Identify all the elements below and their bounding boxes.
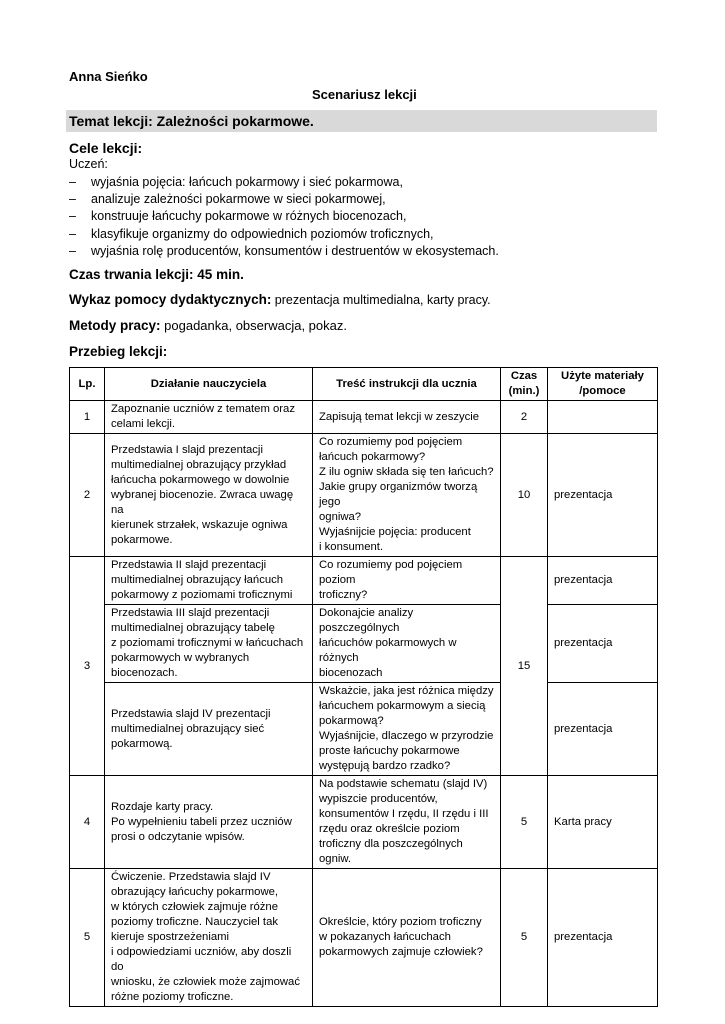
row-number: 1 bbox=[70, 401, 105, 434]
materials: prezentacja bbox=[548, 683, 658, 776]
time-minutes: 5 bbox=[501, 869, 548, 1007]
lesson-plan-table bbox=[69, 367, 658, 1007]
table-header-row bbox=[70, 368, 658, 401]
teacher-action: Zapoznanie uczniów z tematem oraz celami lekcji. bbox=[105, 401, 313, 434]
goals-intro: Uczeń: bbox=[69, 157, 108, 171]
teacher-action: Przedstawia II slajd prezentacji multimedialnej obrazujący łańcuch pokarmowy z poziomami troficznymi bbox=[105, 557, 313, 605]
lesson-duration: Czas trwania lekcji: 45 min. bbox=[69, 267, 244, 282]
goal-item: – analizuje zależności pokarmowe w sieci pokarmowej, bbox=[69, 192, 386, 207]
time-minutes: 2 bbox=[501, 401, 548, 434]
student-instruction: Co rozumiemy pod pojęciem poziom troficzny? bbox=[313, 557, 501, 605]
row-number: 3 bbox=[70, 557, 105, 776]
table-row bbox=[70, 683, 658, 776]
goal-item: – konstruuje łańcuchy pokarmowe w różnych biocenozach, bbox=[69, 209, 407, 224]
materials: prezentacja bbox=[548, 557, 658, 605]
student-instruction: Na podstawie schematu (slajd IV) wypiszcie producentów, konsumentów I rzędu, II rzędu i III rzędu oraz określcie poziom troficzny dla poszczególnych ogniw. bbox=[313, 776, 501, 869]
time-minutes: 10 bbox=[501, 434, 548, 557]
goals-heading: Cele lekcji: bbox=[69, 140, 143, 156]
header-time: Czas (min.) bbox=[501, 368, 548, 401]
materials bbox=[548, 401, 658, 434]
dash-bullet: – bbox=[69, 243, 76, 258]
materials: Karta pracy bbox=[548, 776, 658, 869]
teaching-aids: Wykaz pomocy dydaktycznych: prezentacja multimedialna, karty pracy. bbox=[69, 292, 491, 307]
row-number: 2 bbox=[70, 434, 105, 557]
teacher-action: Przedstawia slajd IV prezentacji multimedialnej obrazujący sieć pokarmową. bbox=[105, 683, 313, 776]
time-minutes: 15 bbox=[501, 557, 548, 776]
student-instruction: Zapisują temat lekcji w zeszycie bbox=[313, 401, 501, 434]
student-instruction: Wskażcie, jaka jest różnica między łańcuchem pokarmowym a siecią pokarmową? Wyjaśnijcie, dlaczego w przyrodzie proste łańcuchy pokarmowe występują bardzo rzadko? bbox=[313, 683, 501, 776]
lesson-topic: Temat lekcji: Zależności pokarmowe. bbox=[69, 113, 314, 129]
dash-bullet: – bbox=[69, 192, 76, 207]
goal-item: – wyjaśnia pojęcia: łańcuch pokarmowy i sieć pokarmowa, bbox=[69, 175, 403, 189]
table-row bbox=[70, 776, 658, 869]
table-row bbox=[70, 557, 658, 605]
teacher-action: Przedstawia I slajd prezentacji multimedialnej obrazujący przykład łańcucha pokarmowego w dowolnie wybranej biocenozie. Zwraca uwagę na kierunek strzałek, wskazuje ogniwa pokarmowe. bbox=[105, 434, 313, 557]
table-row bbox=[70, 401, 658, 434]
dash-bullet: – bbox=[69, 209, 76, 224]
goal-item: – klasyfikuje organizmy do odpowiednich poziomów troficznych, bbox=[69, 226, 434, 241]
teacher-action: Przedstawia III slajd prezentacji multimedialnej obrazujący tabelę z poziomami troficznymi w łańcuchach pokarmowych w wybranych biocenozach. bbox=[105, 605, 313, 683]
student-instruction: Co rozumiemy pod pojęciem łańcuch pokarmowy? Z ilu ogniw składa się ten łańcuch? Jakie grupy organizmów tworzą jego ogniwa? Wyjaśnijcie pojęcia: producent i konsument. bbox=[313, 434, 501, 557]
table-row bbox=[70, 605, 658, 683]
dash-bullet: – bbox=[69, 175, 76, 189]
teacher-action: Ćwiczenie. Przedstawia slajd IV obrazujący łańcuchy pokarmowe, w których człowiek zajmuje różne poziomy troficzne. Nauczyciel tak kieruje spostrzeżeniami i odpowiedziami uczniów, aby doszli do wniosku, że człowiek może zajmować różne poziomy troficzne. bbox=[105, 869, 313, 1007]
table-row bbox=[70, 869, 658, 1007]
materials: prezentacja bbox=[548, 434, 658, 557]
goal-item: – wyjaśnia rolę producentów, konsumentów i destruentów w ekosystemach. bbox=[69, 243, 499, 258]
header-student: Treść instrukcji dla ucznia bbox=[313, 368, 501, 401]
author-name: Anna Sieńko bbox=[69, 69, 148, 84]
header-materials: Użyte materiały /pomoce bbox=[548, 368, 658, 401]
time-minutes: 5 bbox=[501, 776, 548, 869]
dash-bullet: – bbox=[69, 226, 76, 241]
row-number: 4 bbox=[70, 776, 105, 869]
teacher-action: Rozdaje karty pracy. Po wypełnieniu tabeli przez uczniów prosi o odczytanie wpisów. bbox=[105, 776, 313, 869]
lesson-course-heading: Przebieg lekcji: bbox=[69, 344, 168, 359]
document-title: Scenariusz lekcji bbox=[312, 87, 417, 102]
header-teacher: Działanie nauczyciela bbox=[105, 368, 313, 401]
materials: prezentacja bbox=[548, 869, 658, 1007]
work-methods: Metody pracy: pogadanka, obserwacja, pokaz. bbox=[69, 318, 347, 333]
materials: prezentacja bbox=[548, 605, 658, 683]
topic-bar bbox=[66, 110, 657, 132]
row-number: 5 bbox=[70, 869, 105, 1007]
student-instruction: Określcie, który poziom troficzny w pokazanych łańcuchach pokarmowych zajmuje człowiek? bbox=[313, 869, 501, 1007]
table-row bbox=[70, 434, 658, 557]
goals-list bbox=[69, 174, 499, 260]
student-instruction: Dokonajcie analizy poszczególnych łańcuchów pokarmowych w różnych biocenozach bbox=[313, 605, 501, 683]
header-lp: Lp. bbox=[70, 368, 105, 401]
